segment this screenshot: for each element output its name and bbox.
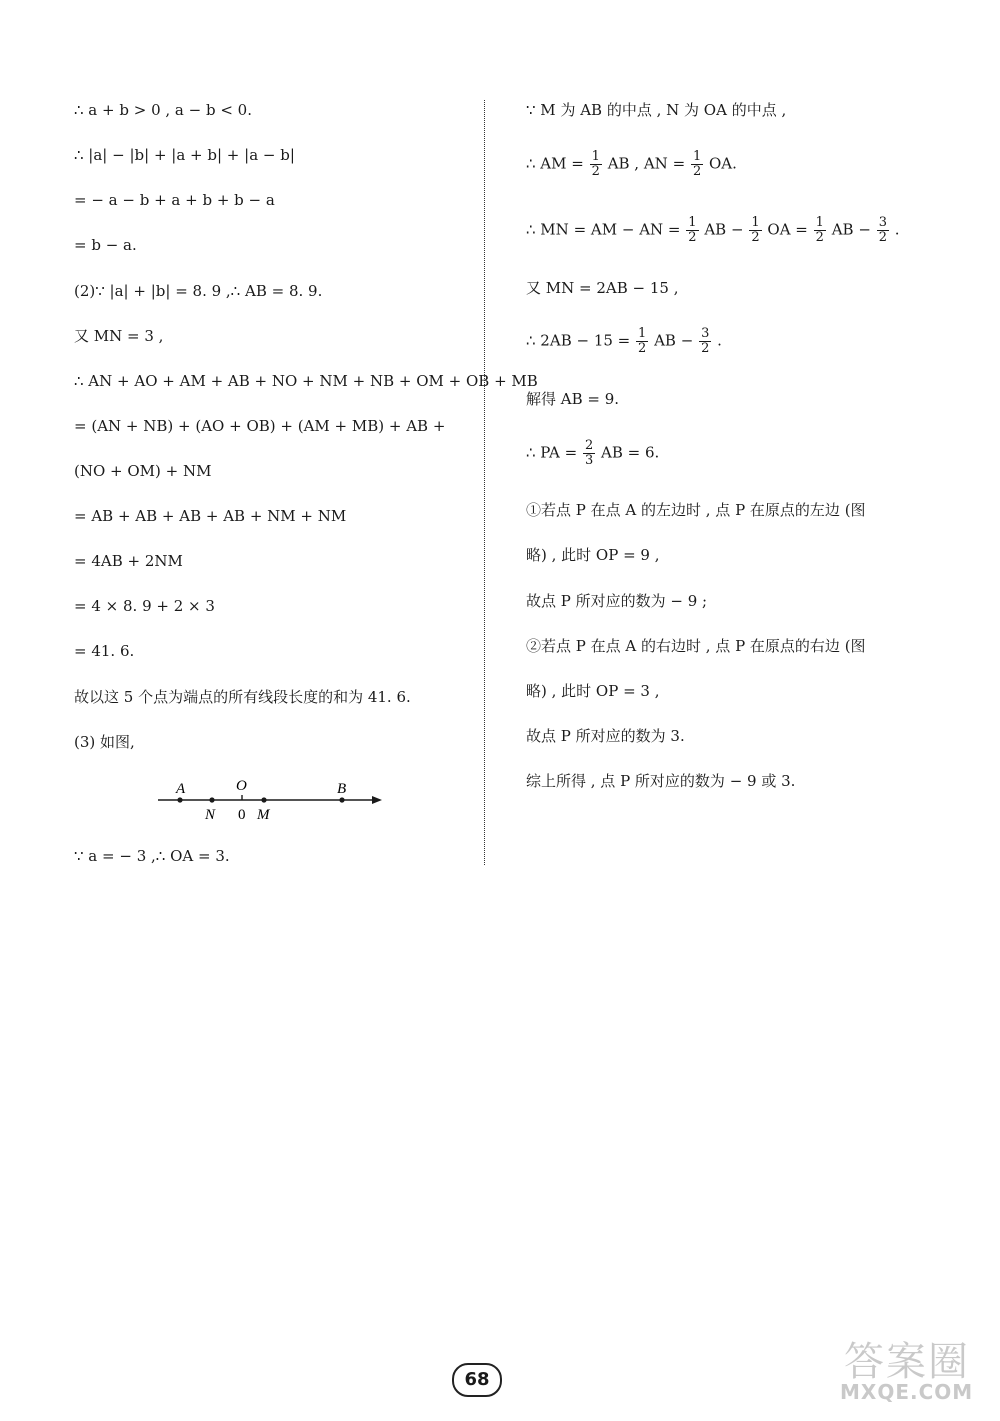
solution-line: = AB + AB + AB + AB + NM + NM: [74, 507, 347, 525]
point-m-dot: [261, 797, 266, 802]
watermark-cn: 答案圈: [844, 1339, 970, 1385]
page-number: 68: [452, 1363, 502, 1397]
solution-line: 又 MN = 3 ,: [74, 327, 164, 345]
label-zero: 0: [238, 807, 246, 823]
solution-line: ①若点 P 在点 A 的左边时 , 点 P 在原点的左边 (图: [526, 501, 866, 519]
watermark-en: MXQE.COM: [840, 1380, 974, 1404]
solution-line: ∵ M 为 AB 的中点 , N 为 OA 的中点 ,: [526, 101, 787, 119]
point-n-dot: [209, 797, 214, 802]
fraction: $\frac{2}{3}$: [584, 438, 594, 468]
watermark-logo: [832, 1330, 992, 1410]
label-b: B: [337, 781, 347, 797]
solution-line: 故点 P 所对应的数为 − 9 ;: [526, 592, 708, 610]
solution-line: 综上所得 , 点 P 所对应的数为 − 9 或 3.: [526, 772, 796, 790]
point-b-dot: [339, 797, 344, 802]
fraction: $\frac{1}{2}$: [751, 215, 760, 245]
solution-line: = 4AB + 2NM: [74, 552, 183, 570]
solution-line: = 4 × 8. 9 + 2 × 3: [74, 597, 215, 615]
fraction: $\frac{1}{2}$: [692, 149, 702, 179]
label-a: A: [176, 781, 186, 797]
solution-line-fraction: ∴ 2AB − 15 = $\frac{1}{2}$ AB − $\frac{3}{2}$ .: [526, 326, 722, 356]
label-o: O: [236, 778, 247, 794]
solution-line-fraction: ∴ MN = AM − AN = $\frac{1}{2}$ AB − $\frac{1}{2}$ OA = $\frac{1}{2}$ AB − $\frac{3}{2}$ .: [526, 215, 900, 245]
fraction: $\frac{3}{2}$: [878, 215, 887, 245]
solution-line: 略) , 此时 OP = 9 ,: [526, 546, 660, 564]
solution-line: ∴ AN + AO + AM + AB + NO + NM + NB + OM + OB + MB: [74, 372, 538, 390]
fraction: $\frac{1}{2}$: [815, 215, 824, 245]
label-n: N: [205, 807, 216, 823]
solution-line: ∵ a = − 3 ,∴ OA = 3.: [74, 847, 230, 865]
fraction: $\frac{1}{2}$: [688, 215, 697, 245]
solution-line: 又 MN = 2AB − 15 ,: [526, 279, 679, 297]
number-line-diagram: [150, 772, 390, 828]
solution-line: = 41. 6.: [74, 642, 135, 660]
point-a-dot: [177, 797, 182, 802]
fraction: $\frac{3}{2}$: [701, 326, 710, 356]
solution-line-fraction: ∴ PA = $\frac{2}{3}$ AB = 6.: [526, 438, 660, 468]
solution-line: = − a − b + a + b + b − a: [74, 191, 275, 209]
solution-line: (2)∵ |a| + |b| = 8. 9 ,∴ AB = 8. 9.: [74, 282, 323, 300]
solution-line: (NO + OM) + NM: [74, 462, 212, 480]
solution-line: = (AN + NB) + (AO + OB) + (AM + MB) + AB +: [74, 417, 446, 435]
fraction: $\frac{1}{2}$: [638, 326, 647, 356]
solution-line: 解得 AB = 9.: [526, 390, 620, 408]
solution-line: = b − a.: [74, 236, 137, 254]
solution-line: ∴ |a| − |b| + |a + b| + |a − b|: [74, 146, 295, 164]
solution-line: 故以这 5 个点为端点的所有线段长度的和为 41. 6.: [74, 688, 411, 706]
solution-line: 略) , 此时 OP = 3 ,: [526, 682, 660, 700]
solution-line: ②若点 P 在点 A 的右边时 , 点 P 在原点的右边 (图: [526, 637, 866, 655]
fraction: $\frac{1}{2}$: [591, 149, 600, 179]
column-divider: [484, 100, 485, 865]
number-line-arrow: [372, 796, 382, 804]
solution-line: ∴ a + b > 0 , a − b < 0.: [74, 101, 252, 119]
solution-line: 故点 P 所对应的数为 3.: [526, 727, 685, 745]
label-m: M: [257, 807, 270, 823]
solution-line-fraction: ∴ AM = $\frac{1}{2}$ AB , AN = $\frac{1}{2}$ OA.: [526, 149, 737, 179]
solution-line: (3) 如图,: [74, 733, 135, 751]
